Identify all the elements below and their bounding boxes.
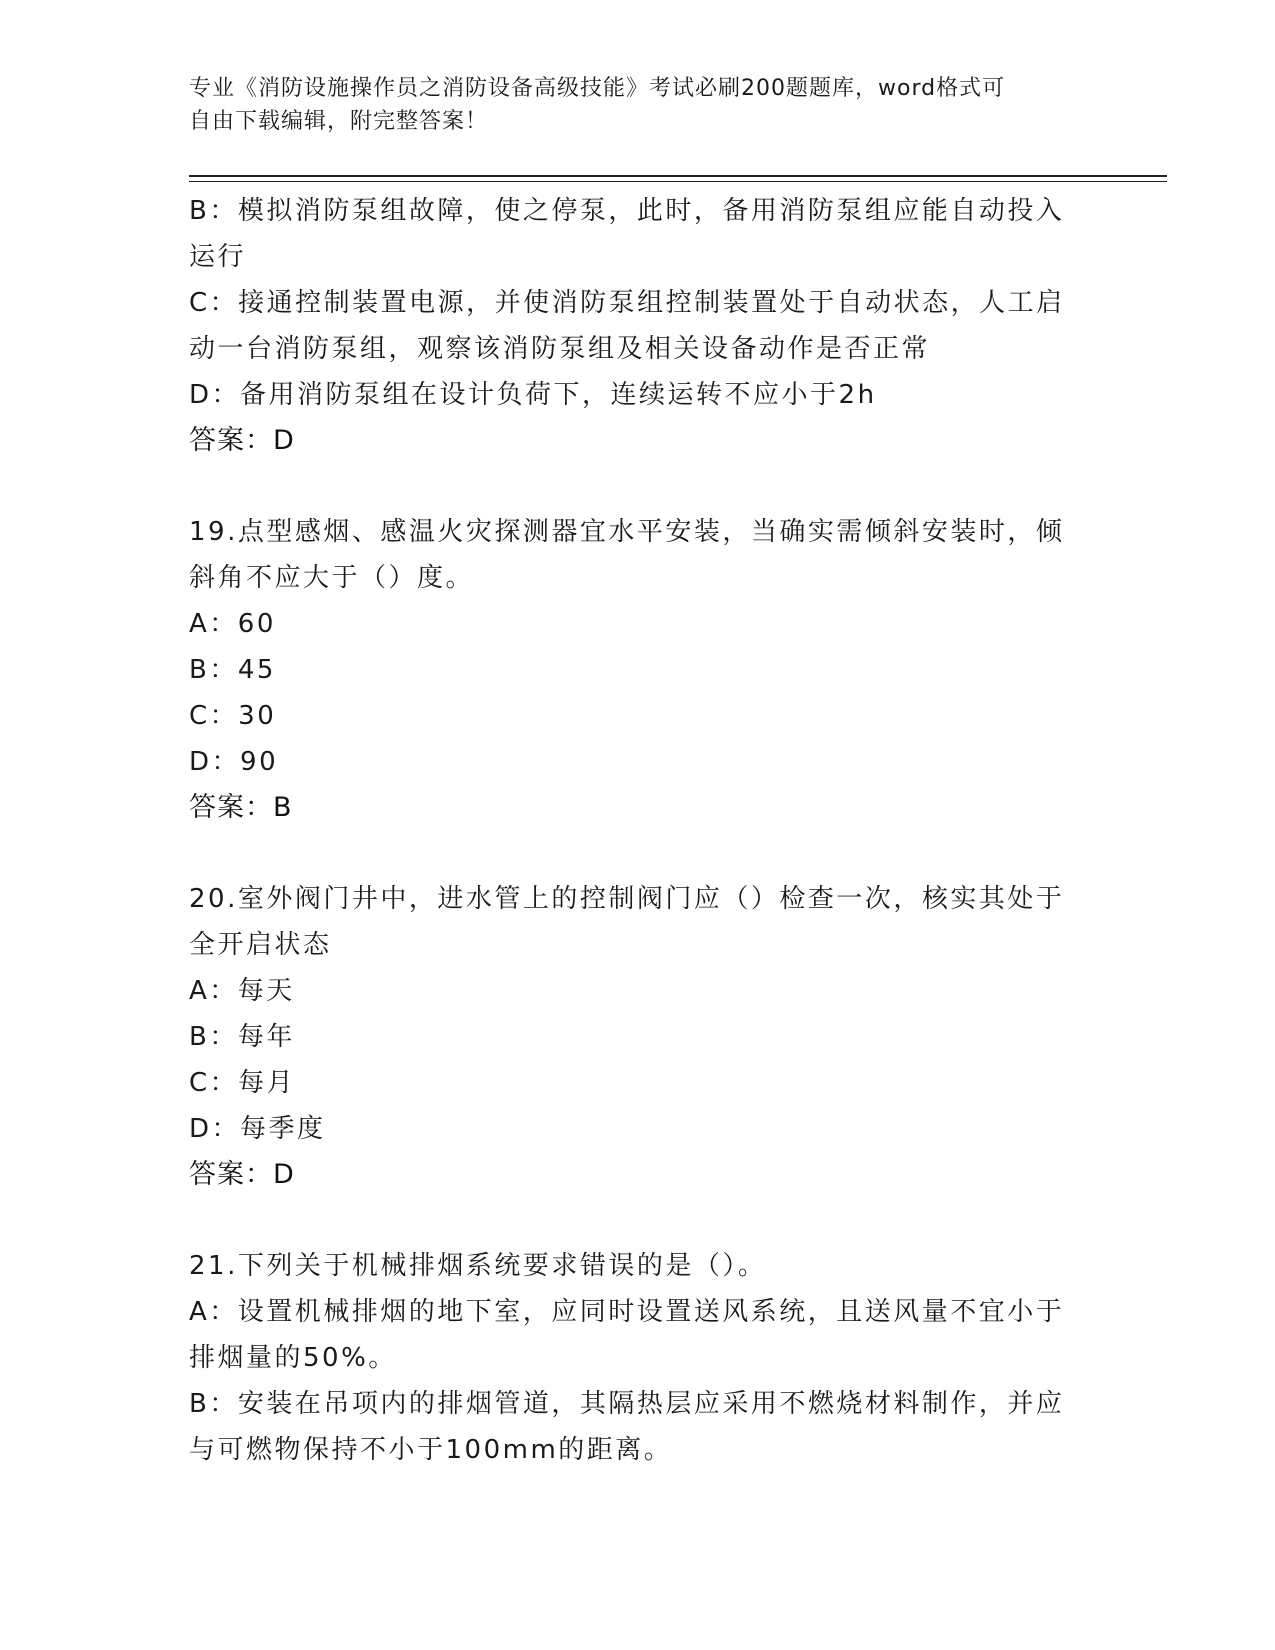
header-line-2: 自由下载编辑，附完整答案！ <box>189 109 489 134</box>
question-19-option-c: C：30 <box>189 701 277 731</box>
question-content <box>189 188 1089 1473</box>
question-21 <box>189 1243 1089 1473</box>
spacer <box>189 1198 1089 1243</box>
question-21-option-a-line-2: 排烟量的50%。 <box>189 1343 397 1373</box>
option-b-line-2: 运行 <box>189 242 247 272</box>
question-21-option-b-line-2: 与可燃物保持不小于100mm的距离。 <box>189 1435 673 1465</box>
spacer <box>189 464 1089 509</box>
question-19-answer: 答案：B <box>189 792 293 823</box>
question-19-option-b: B：45 <box>189 655 276 685</box>
option-c-line-2: 动一台消防泵组，观察该消防泵组及相关设备动作是否正常 <box>189 334 931 364</box>
question-21-option-a-line-1: A：设置机械排烟的地下室，应同时设置送风系统，且送风量不宜小于 <box>189 1297 1065 1327</box>
question-19-stem-line-1: 19.点型感烟、感温火灾探测器宜水平安装，当确实需倾斜安装时，倾 <box>189 517 1065 547</box>
header-divider-thick <box>189 175 1167 177</box>
question-20-stem-line-2: 全开启状态 <box>189 930 332 960</box>
question-21-option-b-line-1: B：安装在吊项内的排烟管道，其隔热层应采用不燃烧材料制作，并应 <box>189 1389 1065 1419</box>
header-divider-thin <box>189 181 1167 182</box>
question-20 <box>189 876 1089 1198</box>
question-20-option-a: A：每天 <box>189 976 295 1006</box>
question-20-option-d: D：每季度 <box>189 1114 326 1144</box>
option-d-line-1: D：备用消防泵组在设计负荷下，连续运转不应小于2h <box>189 380 877 410</box>
question-20-option-c: C：每月 <box>189 1068 296 1098</box>
previous-question-options <box>189 188 1089 464</box>
option-c-line-1: C：接通控制装置电源，并使消防泵组控制装置处于自动状态，人工启 <box>189 288 1065 318</box>
question-20-stem-line-1: 20.室外阀门井中，进水管上的控制阀门应（）检查一次，核实其处于 <box>189 884 1065 914</box>
question-20-option-b: B：每年 <box>189 1022 295 1052</box>
question-21-stem: 21.下列关于机械排烟系统要求错误的是（）。 <box>189 1251 767 1281</box>
question-19 <box>189 509 1089 831</box>
question-19-option-d: D：90 <box>189 747 279 777</box>
question-20-answer: 答案：D <box>189 1159 295 1190</box>
question-19-option-a: A：60 <box>189 609 276 639</box>
spacer <box>189 831 1089 876</box>
answer-line: 答案：D <box>189 425 295 456</box>
question-19-stem-line-2: 斜角不应大于（）度。 <box>189 563 475 593</box>
option-b-line-1: B：模拟消防泵组故障，使之停泵，此时，备用消防泵组应能自动投入 <box>189 196 1065 226</box>
header-line-1: 专业《消防设施操作员之消防设备高级技能》考试必刷200题题库，word格式可 <box>189 76 1006 101</box>
document-header <box>189 72 1079 138</box>
